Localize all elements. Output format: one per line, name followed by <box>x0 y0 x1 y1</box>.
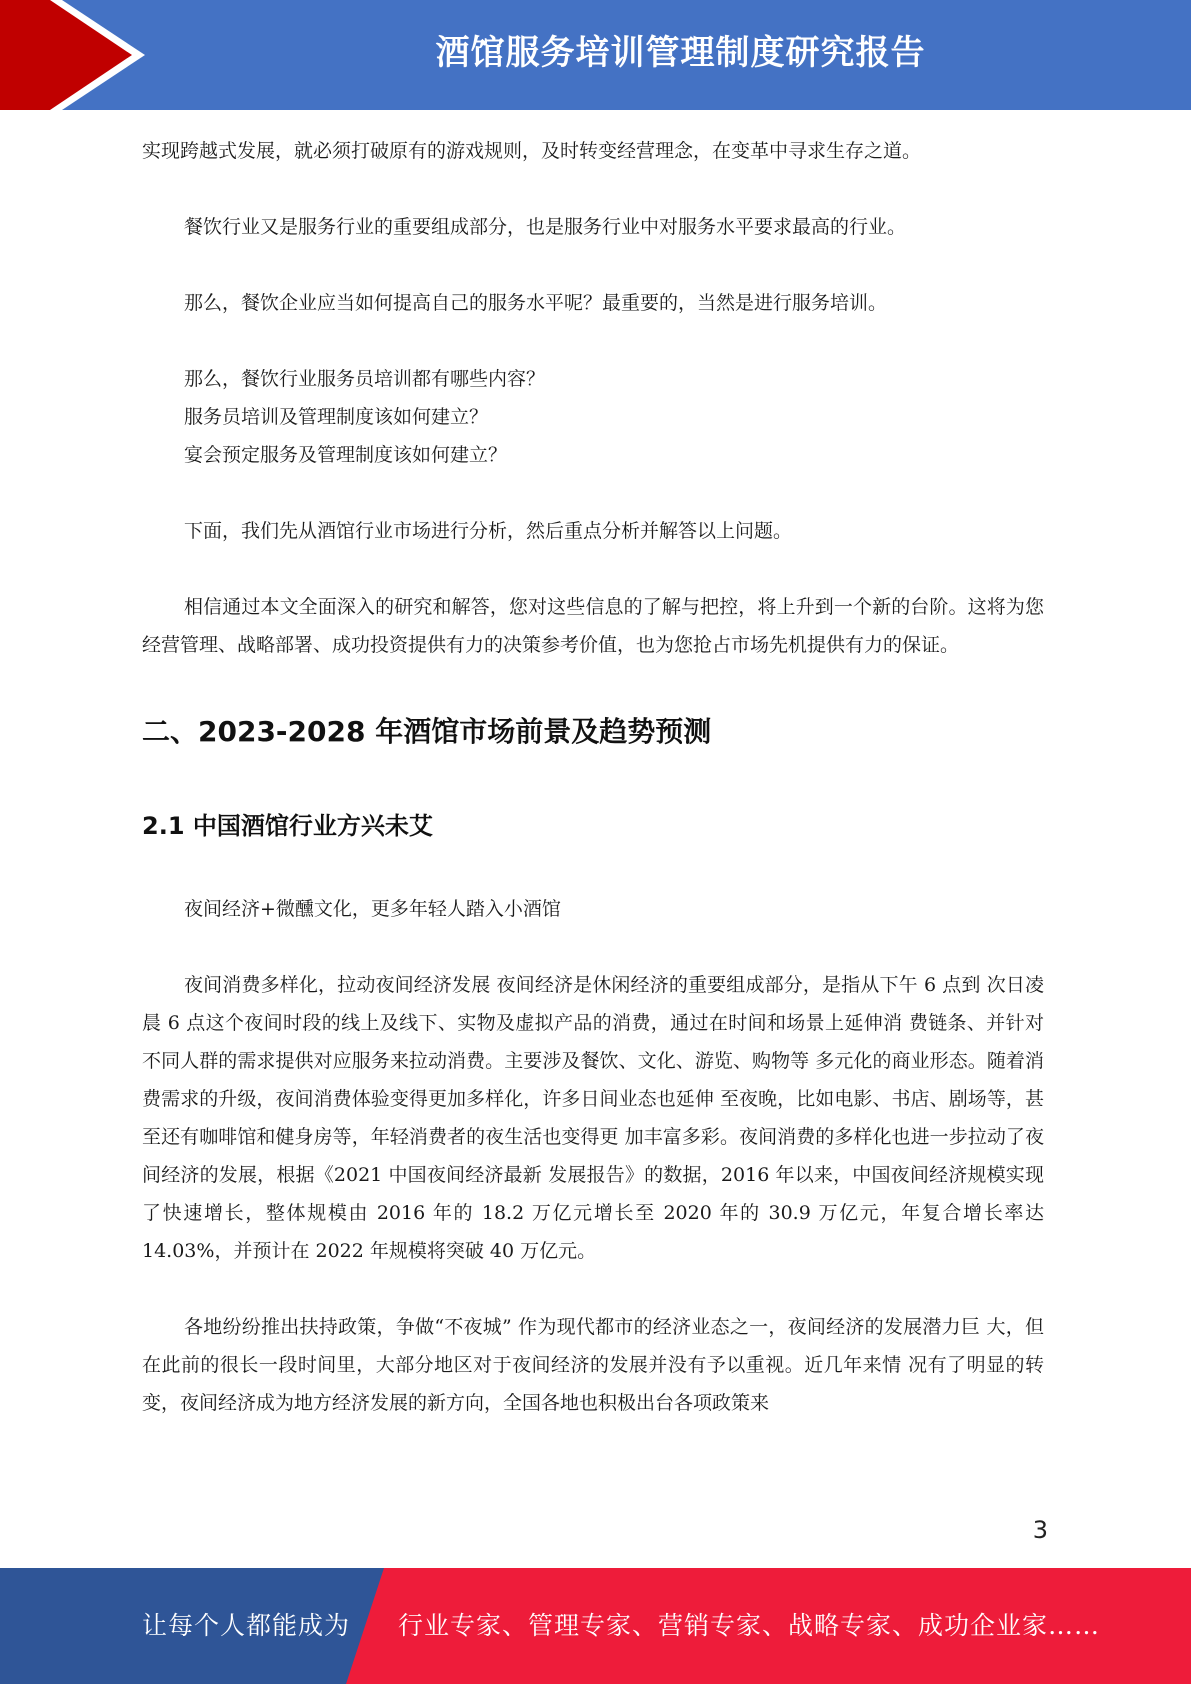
paragraph: 下面，我们先从酒馆行业市场进行分析，然后重点分析并解答以上问题。 <box>184 520 793 542</box>
header-chevron-decoration <box>0 0 160 110</box>
footer-slogan-right: 行业专家、管理专家、营销专家、战略专家、成功企业家…… <box>398 1611 1101 1640</box>
question-line: 宴会预定服务及管理制度该如何建立？ <box>184 444 508 466</box>
document-body <box>142 132 1044 1422</box>
question-line: 服务员培训及管理制度该如何建立？ <box>184 406 489 428</box>
section-heading: 二、2023-2028 年酒馆市场前景及趋势预测 <box>142 715 712 748</box>
paragraph: 夜间经济+微醺文化，更多年轻人踏入小酒馆 <box>184 898 561 920</box>
question-line: 那么，餐饮行业服务员培训都有哪些内容？ <box>184 368 546 390</box>
paragraph: 实现跨越式发展，就必须打破原有的游戏规则，及时转变经营理念，在变革中寻求生存之道。 <box>142 140 922 162</box>
page-number: 3 <box>1032 1516 1048 1544</box>
subsection-heading: 2.1 中国酒馆行业方兴未艾 <box>142 812 433 840</box>
document-title: 酒馆服务培训管理制度研究报告 <box>435 33 926 73</box>
paragraph: 夜间消费多样化，拉动夜间经济发展 夜间经济是休闲经济的重要组成部分，是指从下午 6 点到 次日凌晨 6 点这个夜间时段的线上及线下、实物及虚拟产品的消费，通过在时间和场景上延伸消 费链条、并针对不同人群的需求提供对应服务来拉动消费。主要涉及餐饮、文化、游览、购物等 多元化的商业形态。随着消费需求的升级，夜间消费体验变得更加多样化，许多日间业态也延伸 至夜晚，比如电影、书店、剧场等，甚至还有咖啡馆和健身房等，年轻消费者的夜生活也变得更 加丰富多彩。夜间消费的多样化也进一步拉动了夜间经济的发展，根据《2021 中国夜间经济最新 发展报告》的数据，2016 年以来，中国夜间经济规模实现了快速增长，整体规模由 2016 年的 18.2 万亿元增长至 2020 年的 30.9 万亿元，年复合增长率达 14.03%，并预计在 2022 年规模将突破 40 万亿元。 <box>142 974 1044 1262</box>
page-header <box>0 0 1191 110</box>
footer-slogan-left: 让每个人都能成为 <box>142 1611 351 1640</box>
paragraph: 那么，餐饮企业应当如何提高自己的服务水平呢？最重要的，当然是进行服务培训。 <box>184 292 888 314</box>
paragraph: 餐饮行业又是服务行业的重要组成部分，也是服务行业中对服务水平要求最高的行业。 <box>184 216 907 238</box>
paragraph: 相信通过本文全面深入的研究和解答，您对这些信息的了解与把控，将上升到一个新的台阶。这将为您经营管理、战略部署、成功投资提供有力的决策参考价值，也为您抢占市场先机提供有力的保证。 <box>142 596 1044 656</box>
page-footer <box>0 1568 1191 1684</box>
paragraph: 各地纷纷推出扶持政策，争做“不夜城” 作为现代都市的经济业态之一，夜间经济的发展潜力巨 大，但在此前的很长一段时间里，大部分地区对于夜间经济的发展并没有予以重视。近几年来情 况有了明显的转变，夜间经济成为地方经济发展的新方向，全国各地也积极出台各项政策来 <box>142 1316 1044 1414</box>
